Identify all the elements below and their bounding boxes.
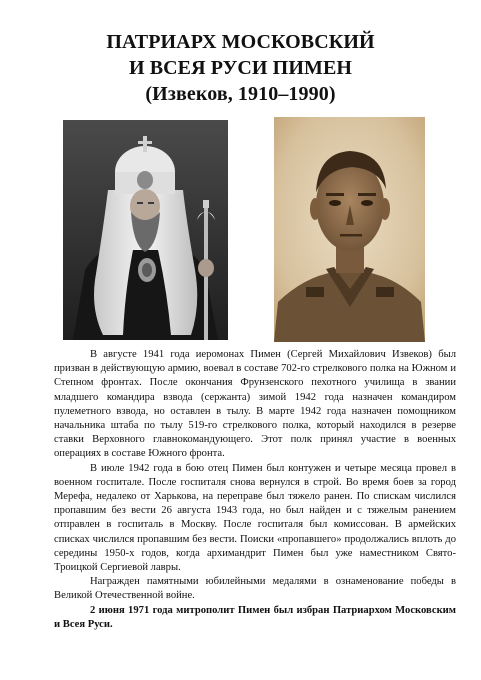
paragraph-4: 2 июня 1971 года митрополит Пимен был избран Патриархом Московским и Всея Руси. xyxy=(54,604,456,630)
paragraph-1: В августе 1941 года иеромонах Пимен (Сергей Михайлович Извеков) был призван в действующую армию, воевал в составе 702-го стрелкового полка на Южном и Степном фронтах. После окончания Фрунзенского пехотного училища в звании младшего командира взвода (сержанта) зимой 1942 года назначен командиром пулеметного взвода, но оставлен в тылу. В марте 1942 года назначен помощником начальника штаба по тылу 519-го стрелкового полка, который находился в резерве ставки Верховного главнокомандующего. Этот полк принял участие в военных операциях в составе Южного фронта. xyxy=(54,349,456,460)
title-line-1: ПАТРИАРХ МОСКОВСКИЙ xyxy=(106,31,375,53)
soldier-portrait-photo xyxy=(274,117,425,342)
title-line-3: (Извеков, 1910–1990) xyxy=(145,83,336,105)
paragraph-3: Награжден памятными юбилейными медалями в ознаменование победы в Великой Отечественной войне. xyxy=(54,576,456,602)
title-line-2: И ВСЕЯ РУСИ ПИМЕН xyxy=(128,57,353,79)
page-title xyxy=(60,29,421,107)
article-body xyxy=(54,348,456,632)
paragraph-2: В июле 1942 года в бою отец Пимен был контужен и четыре месяца провел в военном госпитале. После госпиталя снова вернулся в строй. Во время боев за город Мерефа, недалеко от Харькова, на переправе был тяжело ранен. По спискам числился пропавшим без вести 26 августа 1943 года, но был найден и с тяжелым ранением отправлен в госпиталь в Москву. После госпиталя был комиссован. В армейских списках числился пропавшим без вести. Поиски «пропавшего» продолжались вплоть до середины 1950-х годов, когда архимандрит Пимен был уже наместником Свято-Троицкой Сергиевой лавры. xyxy=(54,462,456,574)
patriarch-portrait-photo xyxy=(63,120,228,340)
